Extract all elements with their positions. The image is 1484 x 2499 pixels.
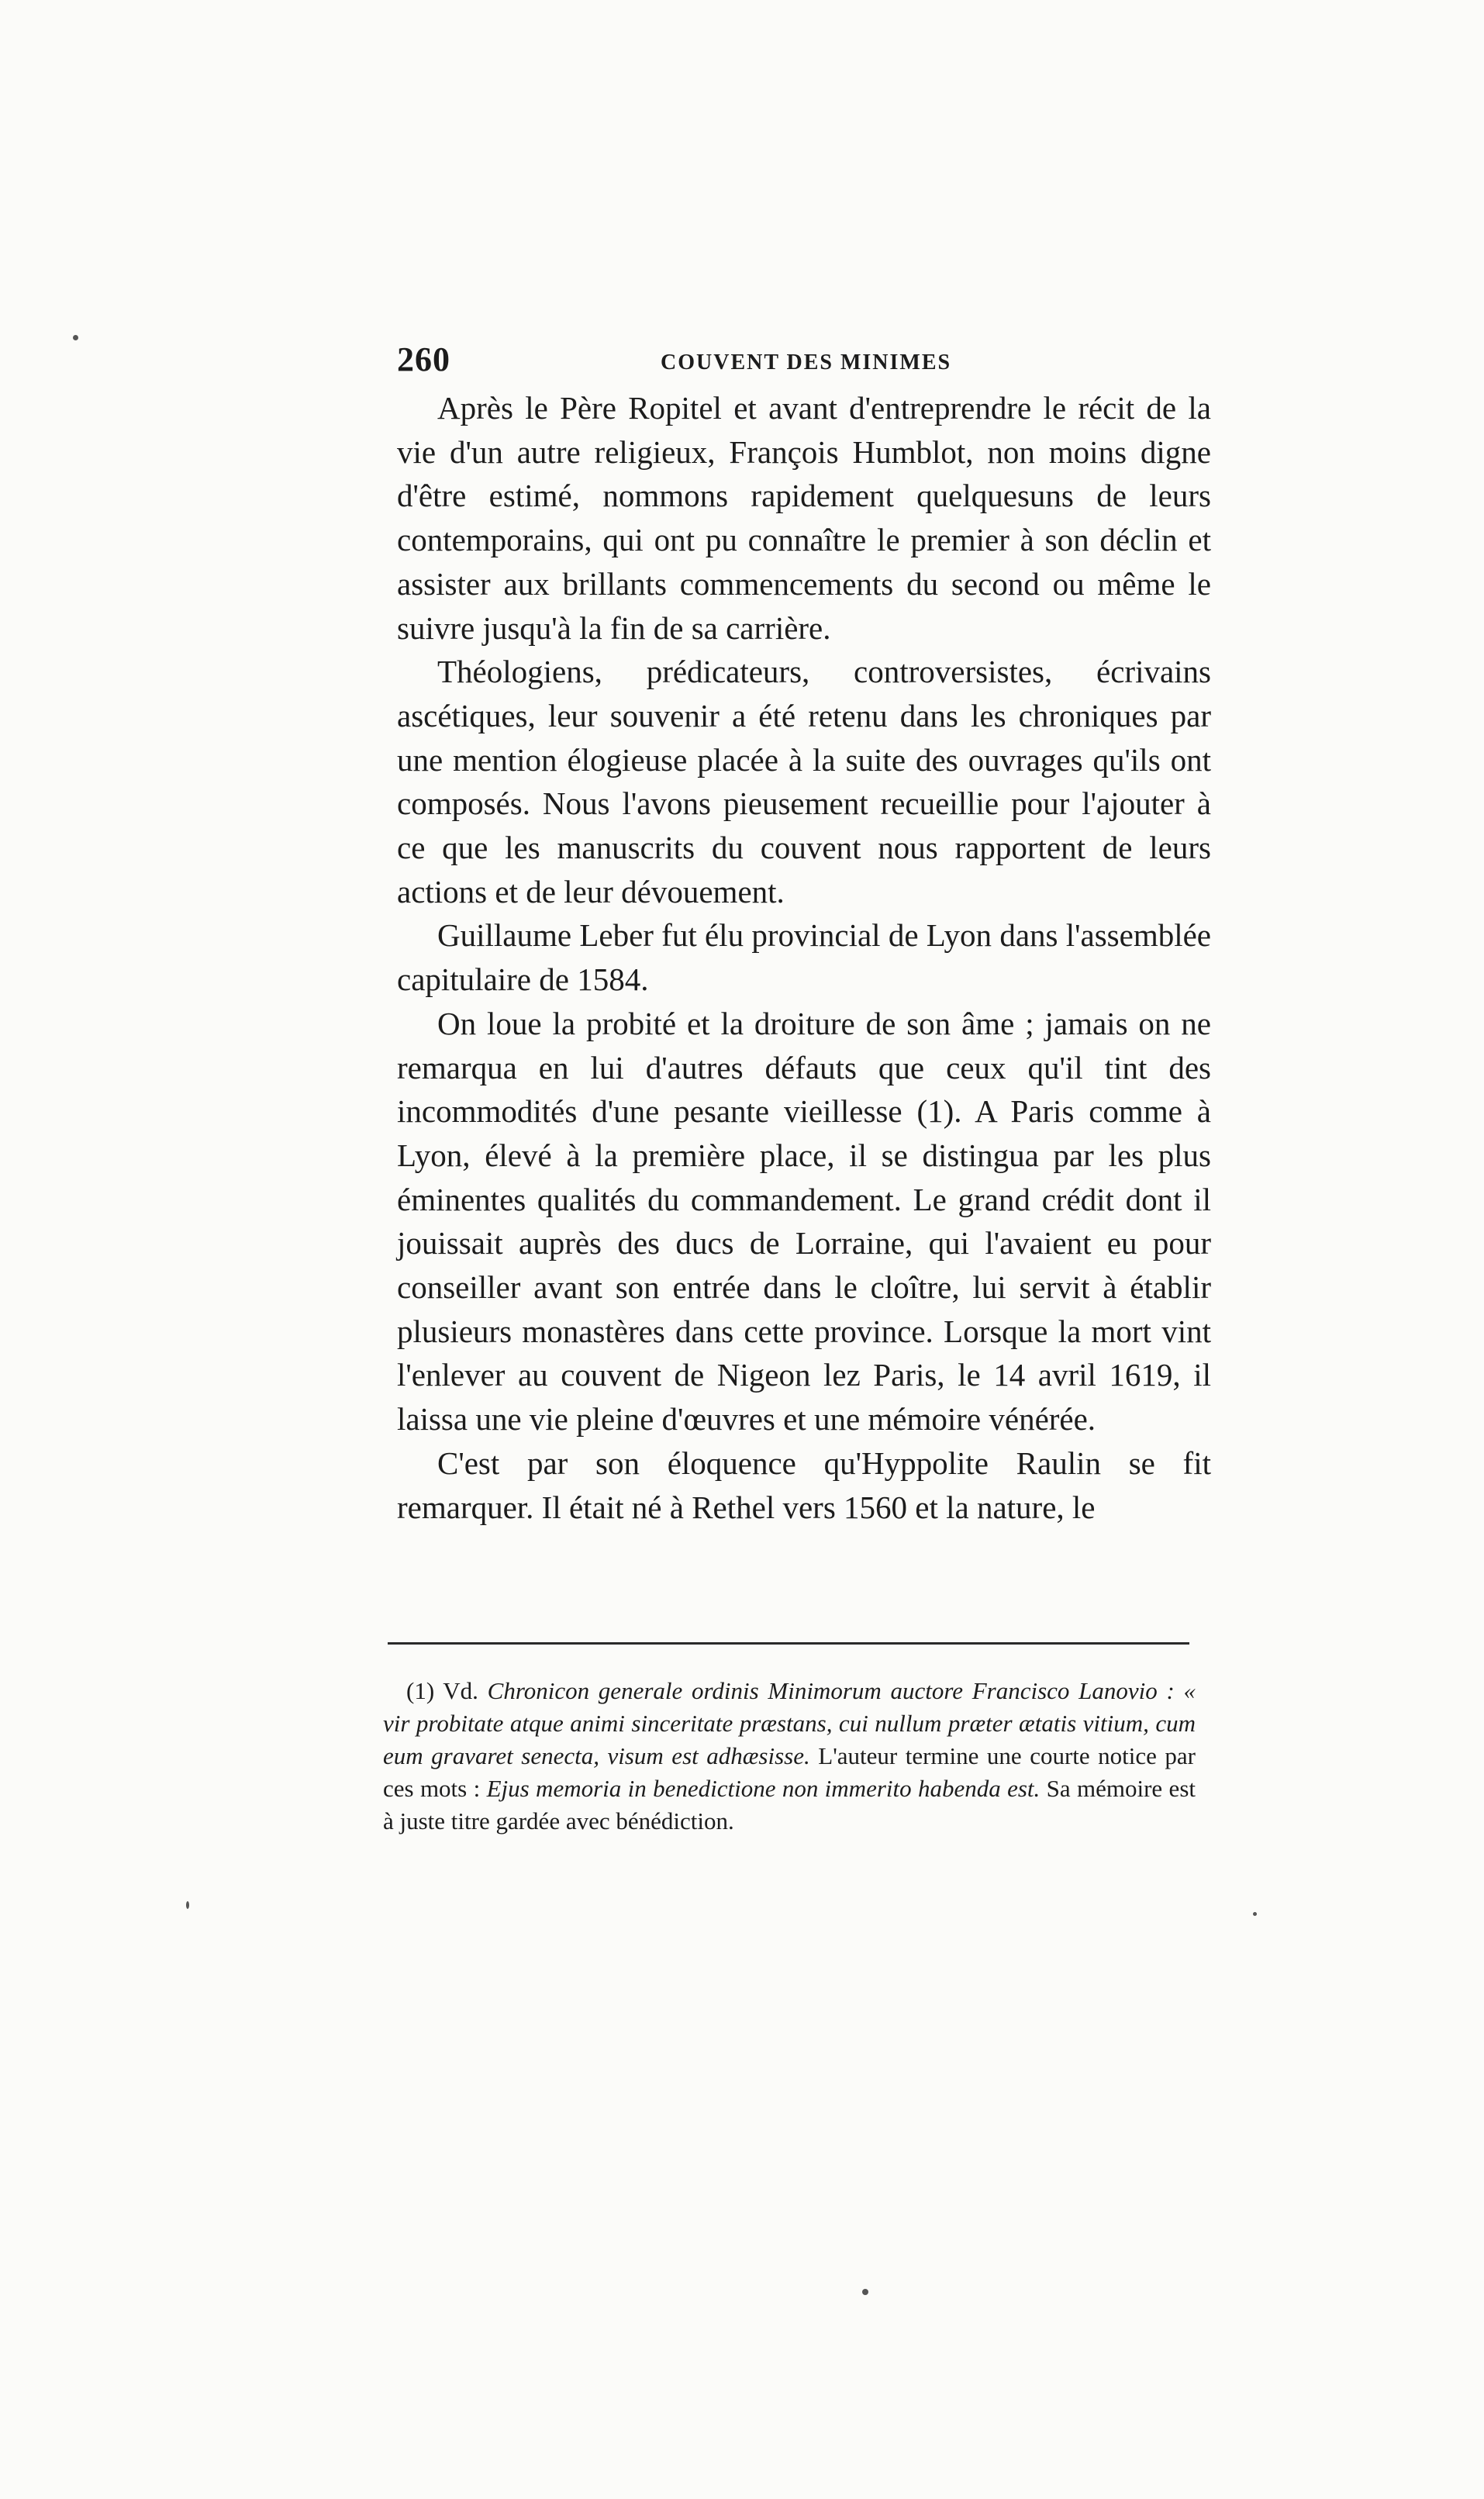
page-number: 260	[397, 340, 450, 378]
footnote-citation: Chronicon generale ordinis Minimorum auctore Francisco Lanovio : « vir probitate atque animi sinceritate præstans, cui nullum præter ætatis vitium, cum eum gravaret senecta, visum est adhæsisse.	[383, 1677, 1196, 1769]
scan-speck	[186, 1901, 189, 1909]
footnote	[383, 1675, 1196, 1838]
footnote-middle: L'auteur termine une courte notice par ces mots :	[383, 1742, 1196, 1802]
footnote-marker: (1) Vd.	[406, 1677, 488, 1704]
paragraph: Guillaume Leber fut élu provincial de Lyon dans l'assemblée capitulaire de 1584.	[397, 917, 1211, 998]
scan-speck	[73, 335, 78, 340]
paragraph: Théologiens, prédicateurs, controversistes, écrivains ascétiques, leur souvenir a été retenu dans les chroniques par une mention élogieuse placée à la suite des ouvrages qu'ils ont composés. Nous l'avons pieusement recueillie pour l'ajouter à ce que les manuscrits du couvent nous rapportent de leurs actions et de leur dévouement.	[397, 654, 1211, 910]
paragraph: Après le Père Ropitel et avant d'entreprendre le récit de la vie d'un autre religieux, François Humblot, non moins digne d'être estimé, nommons rapidement quelquesuns de leurs contemporains, qui ont pu connaître le premier à son déclin et assister aux brillants commencements du second ou même le suivre jusqu'à la fin de sa carrière.	[397, 390, 1211, 646]
body-text	[397, 386, 1211, 1529]
paragraph: C'est par son éloquence qu'Hyppolite Raulin se fit remarquer. Il était né à Rethel vers 1560 et la nature, le	[397, 1445, 1211, 1525]
footnote-quote: Ejus memoria in benedictione non immerito habenda est.	[486, 1775, 1041, 1802]
footnote-divider	[388, 1642, 1189, 1645]
footnote-text	[383, 1675, 1196, 1838]
scan-speck	[862, 2289, 868, 2295]
running-head: COUVENT DES MINIMES	[661, 350, 952, 375]
page-header	[397, 340, 1191, 386]
footnote-tail: Sa mémoire est à juste titre gardée avec bénédiction.	[383, 1775, 1196, 1835]
scan-speck	[1253, 1912, 1257, 1916]
paragraph: On loue la probité et la droiture de son âme ; jamais on ne remarqua en lui d'autres défauts que ceux qu'il tint des incommodités d'une pesante vieillesse (1). A Paris comme à Lyon, élevé à la première place, il se distingua par les plus éminentes qualités du commandement. Le grand crédit dont il jouissait auprès des ducs de Lorraine, qui l'avaient eu pour conseiller avant son entrée dans le cloître, lui servit à établir plusieurs monastères dans cette province. Lorsque la mort vint l'enlever au couvent de Nigeon lez Paris, le 14 avril 1619, il laissa une vie pleine d'œuvres et une mémoire vénérée.	[397, 1005, 1211, 1438]
